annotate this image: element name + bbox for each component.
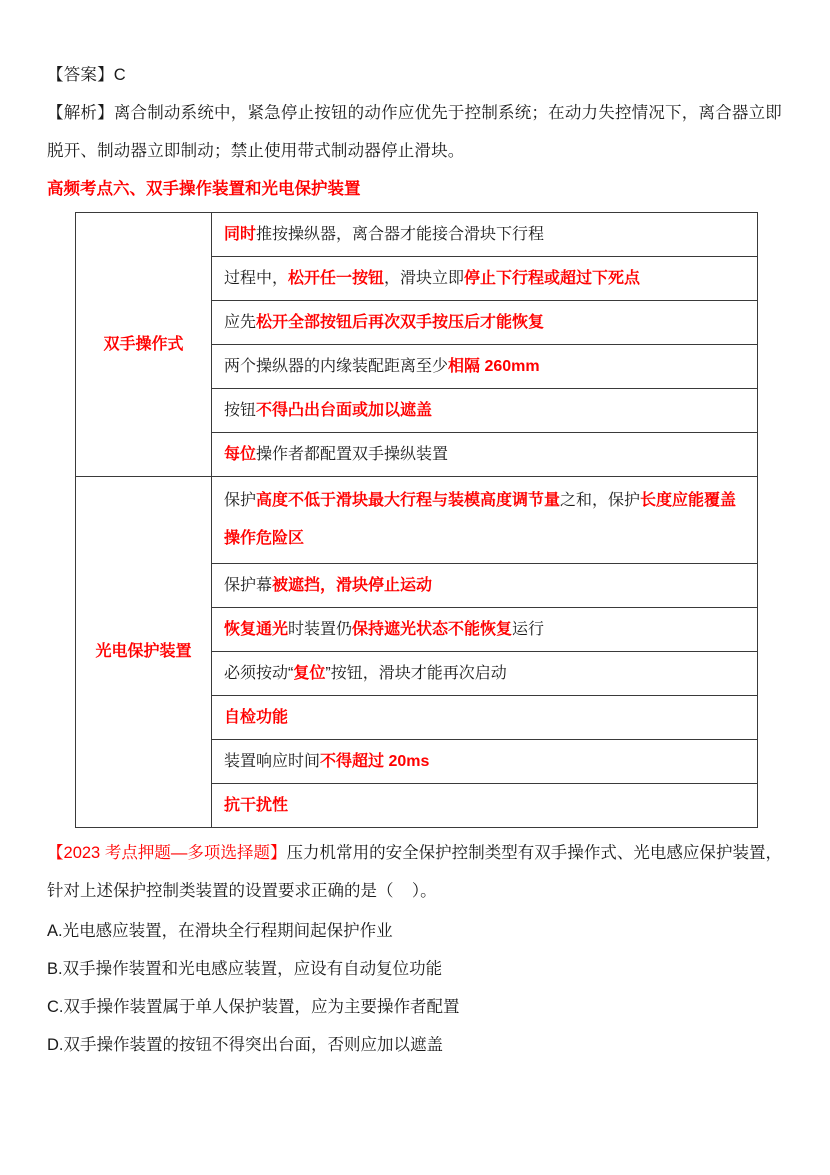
content-cell — [212, 257, 758, 301]
content-cell — [212, 301, 758, 345]
cell-rich-text — [212, 345, 757, 388]
group-label-cell-1 — [76, 477, 212, 828]
question-block — [47, 834, 782, 910]
plain-run: ”按钮，滑块才能再次启动 — [325, 665, 507, 682]
plain-run: 推按操纵器，离合器才能接合滑块下行程 — [256, 226, 545, 243]
section-heading: 高频考点六、双手操作装置和光电保护装置 — [47, 180, 361, 198]
highlight-run: 停止下行程或超过下死点 — [464, 270, 641, 287]
plain-run: 应先 — [224, 314, 257, 331]
highlight-run: 每位 — [224, 446, 257, 463]
content-cell — [212, 696, 758, 740]
plain-run: 两个操纵器的内缘装配距离至少 — [224, 358, 449, 375]
highlight-run: 不得凸出台面或加以遮盖 — [256, 402, 433, 419]
question-stem: 压力机常用的安全保护控制类型有双手操作式、光电感应保护装置，针对上述保护控制类装置的设置要求正确的是（ ）。 — [47, 844, 783, 900]
keypoint-table-body — [76, 213, 758, 828]
plain-run: 按钮 — [224, 402, 257, 419]
plain-run: 操作者都配置双手操纵装置 — [256, 446, 449, 463]
table-row — [76, 477, 758, 564]
highlight-run: 相隔 260mm — [448, 358, 540, 375]
keypoint-table — [75, 212, 758, 828]
group-label-cell-0 — [76, 213, 212, 477]
option-d: D.双手操作装置的按钮不得突出台面，否则应加以遮盖 — [47, 1036, 443, 1054]
cell-rich-text — [212, 608, 757, 651]
highlight-run: 恢复通光 — [224, 621, 289, 638]
highlight-run: 抗干扰性 — [224, 797, 289, 814]
group-label-text: 光电保护装置 — [95, 643, 192, 660]
content-cell — [212, 740, 758, 784]
plain-run: ，滑块立即 — [384, 270, 465, 287]
table-row — [76, 213, 758, 257]
cell-rich-text — [212, 257, 757, 300]
highlight-run: 同时 — [224, 226, 257, 243]
cell-rich-text — [212, 213, 757, 256]
content-cell — [212, 564, 758, 608]
plain-run: 运行 — [512, 621, 545, 638]
cell-rich-text — [212, 389, 757, 432]
cell-rich-text — [212, 477, 757, 563]
options-list — [47, 912, 782, 1064]
content-cell — [212, 784, 758, 828]
cell-rich-text — [212, 564, 757, 607]
plain-run: 过程中， — [224, 270, 289, 287]
plain-run: 装置响应时间 — [224, 753, 321, 770]
cell-rich-text — [212, 301, 757, 344]
content-cell — [212, 433, 758, 477]
highlight-run: 不得超过 20ms — [320, 753, 430, 770]
highlight-run: 自检功能 — [224, 709, 289, 726]
cell-rich-text — [212, 784, 757, 827]
content-cell — [212, 213, 758, 257]
group-label-text: 双手操作式 — [103, 335, 184, 353]
highlight-run: 长度应能覆盖操作危险区 — [224, 492, 737, 547]
cell-rich-text — [212, 740, 757, 783]
answer-line: 【答案】C — [47, 66, 126, 84]
option-b: B.双手操作装置和光电感应装置，应设有自动复位功能 — [47, 960, 443, 978]
cell-rich-text — [212, 696, 757, 739]
cell-rich-text — [212, 652, 757, 695]
plain-run: 时装置仍 — [288, 621, 353, 638]
analysis-line: 【解析】离合制动系统中，紧急停止按钮的动作应优先于控制系统；在动力失控情况下，离合器立即脱开、制动器立即制动；禁止使用带式制动器停止滑块。 — [47, 104, 782, 160]
option-c: C.双手操作装置属于单人保护装置，应为主要操作者配置 — [47, 998, 460, 1016]
plain-run: 保护幕 — [224, 577, 273, 594]
highlight-run: 松开全部按钮后再次双手按压后才能恢复 — [256, 314, 545, 331]
option-a: A.光电感应装置，在滑块全行程期间起保护作业 — [47, 922, 393, 940]
content-cell — [212, 345, 758, 389]
highlight-run: 松开任一按钮 — [288, 270, 385, 287]
plain-run: 之和，保护 — [560, 492, 641, 509]
plain-run: 必须按动“ — [224, 665, 294, 682]
content-cell — [212, 608, 758, 652]
question-tag: 【2023 考点押题—多项选择题】 — [47, 844, 287, 862]
cell-rich-text — [212, 433, 757, 476]
content-cell — [212, 477, 758, 564]
highlight-run: 被遮挡，滑块停止运动 — [272, 577, 433, 594]
content-cell — [212, 389, 758, 433]
highlight-run: 高度不低于滑块最大行程与装模高度调节量 — [256, 492, 561, 509]
highlight-run: 复位 — [293, 665, 326, 682]
highlight-run: 保持遮光状态不能恢复 — [352, 621, 513, 638]
plain-run: 保护 — [224, 492, 257, 509]
content-cell — [212, 652, 758, 696]
